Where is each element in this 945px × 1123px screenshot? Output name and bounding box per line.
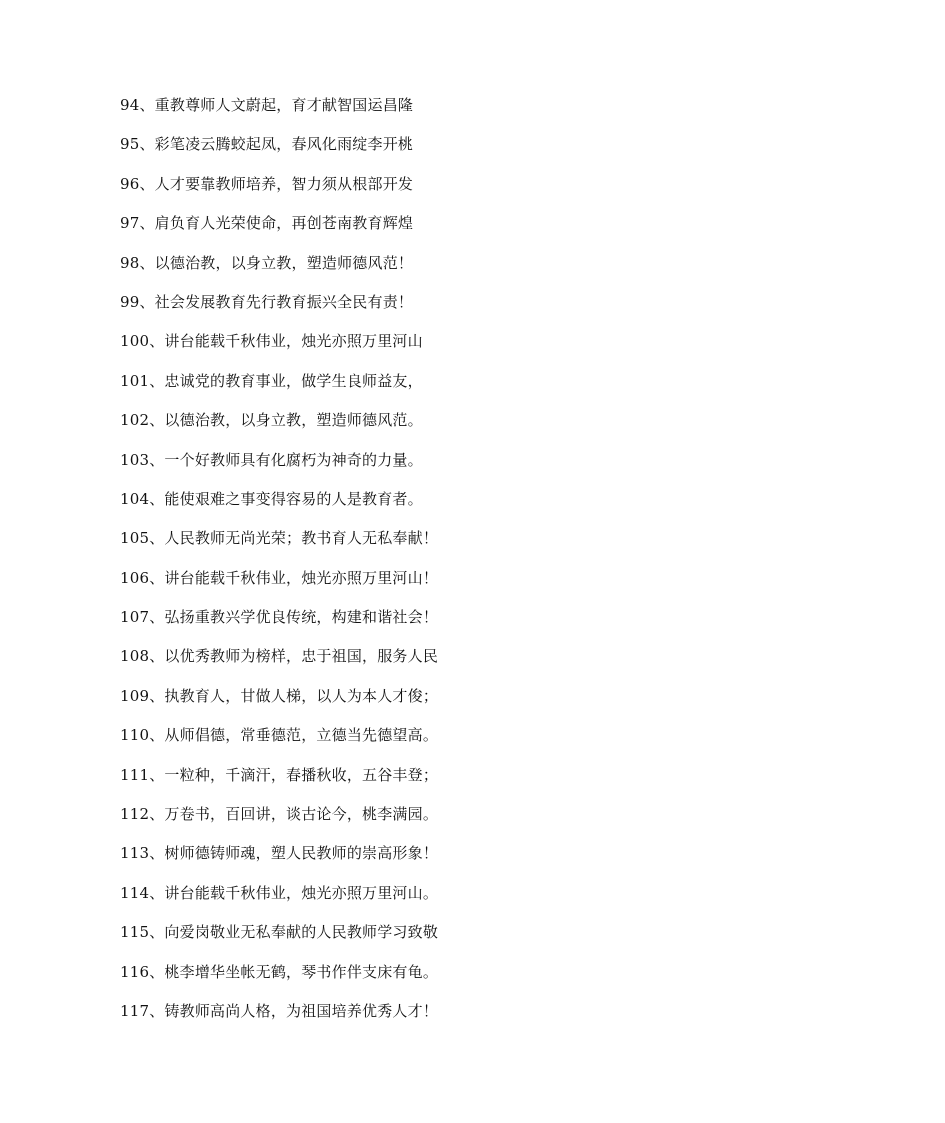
slogan-line: 95、彩笔凌云腾蛟起凤，春风化雨绽李开桃 [120, 135, 414, 154]
slogan-line: 116、桃李增华坐帐无鹤，琴书作伴支床有龟。 [120, 962, 439, 981]
slogan-line: 114、讲台能载千秋伟业，烛光亦照万里河山。 [120, 883, 439, 902]
slogan-line: 106、讲台能载千秋伟业，烛光亦照万里河山！ [120, 568, 439, 587]
slogan-line: 102、以德治教，以身立教，塑造师德风范。 [120, 411, 423, 430]
slogan-line: 109、执教育人，甘做人梯，以人为本人才俊； [120, 686, 439, 705]
slogan-line: 117、铸教师高尚人格，为祖国培养优秀人才！ [120, 1001, 439, 1020]
slogan-line: 111、一粒种，千滴汗，春播秋收，五谷丰登； [120, 765, 439, 784]
slogan-line: 104、能使艰难之事变得容易的人是教育者。 [120, 489, 423, 508]
slogan-line: 97、肩负育人光荣使命，再创苍南教育辉煌 [120, 214, 414, 233]
slogan-line: 96、人才要靠教师培养，智力须从根部开发 [120, 174, 414, 193]
slogan-line: 108、以优秀教师为榜样，忠于祖国，服务人民 [120, 647, 439, 666]
slogan-line: 105、人民教师无尚光荣；教书育人无私奉献！ [120, 529, 439, 548]
slogan-line: 112、万卷书，百回讲，谈古论今，桃李满园。 [120, 805, 439, 824]
slogan-line: 99、社会发展教育先行教育振兴全民有责！ [120, 292, 414, 311]
slogan-line: 110、从师倡德，常垂德范，立德当先德望高。 [120, 726, 439, 745]
slogan-line: 113、树师德铸师魂，塑人民教师的崇高形象！ [120, 844, 439, 863]
slogan-line: 107、弘扬重教兴学优良传统，构建和谐社会！ [120, 608, 439, 627]
slogan-line: 115、向爱岗敬业无私奉献的人民教师学习致敬 [120, 923, 439, 942]
slogan-line: 100、讲台能载千秋伟业，烛光亦照万里河山 [120, 332, 423, 351]
slogan-line: 94、重教尊师人文蔚起，育才献智国运昌隆 [120, 96, 414, 114]
slogan-line: 98、以德治教，以身立教，塑造师德风范！ [120, 253, 414, 272]
slogan-line: 103、一个好教师具有化腐朽为神奇的力量。 [120, 450, 423, 469]
slogan-line: 101、忠诚党的教育事业，做学生良师益友， [120, 371, 423, 390]
slogan-list [120, 95, 438, 1040]
